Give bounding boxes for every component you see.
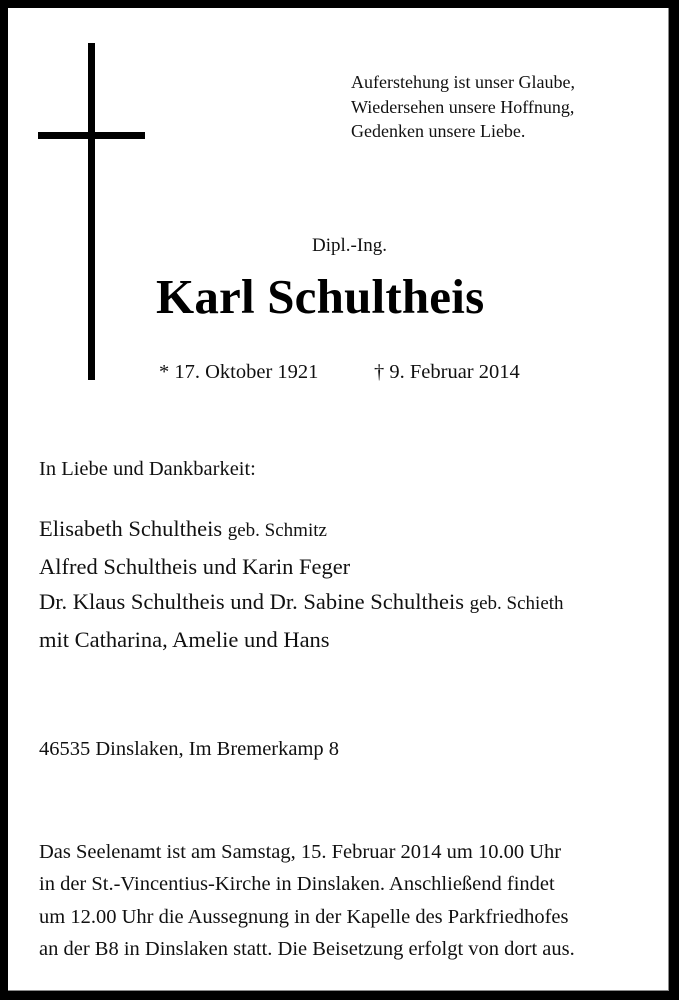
deceased-name: Karl Schultheis [156, 269, 485, 324]
academic-title: Dipl.-Ing. [312, 235, 387, 256]
obituary-notice [8, 8, 669, 991]
mourner-name: Alfred Schultheis und Karin Feger [39, 553, 351, 579]
death-date: † 9. Februar 2014 [374, 361, 520, 383]
service-line: um 12.00 Uhr die Aussegnung in der Kapelle des Parkfriedhofes [39, 905, 569, 928]
mourners-heading: In Liebe und Dankbarkeit: [39, 458, 256, 480]
mourner-line [39, 511, 564, 549]
mourner-line [39, 622, 564, 658]
service-line: Das Seelenamt ist am Samstag, 15. Februar 2014 um 10.00 Uhr [39, 841, 562, 863]
mourner-line [39, 549, 564, 585]
family-address: 46535 Dinslaken, Im Bremerkamp 8 [39, 738, 340, 760]
mourner-name: Elisabeth Schultheis [39, 516, 223, 541]
maiden-name: geb. Schieth [469, 593, 564, 614]
epigraph-line: Auferstehung ist unser Glaube, [351, 72, 575, 92]
cross-horizontal-bar [38, 132, 145, 139]
epigraph-line: Wiedersehen unsere Hoffnung, [351, 96, 575, 117]
maiden-name: geb. Schmitz [227, 520, 327, 541]
service-line: in der St.-Vincentius-Kirche in Dinslaken. Anschließend findet [39, 873, 555, 896]
birth-date: * 17. Oktober 1921 [159, 361, 319, 383]
funeral-service-info [39, 836, 575, 965]
mourner-line [39, 584, 564, 622]
mourners-list [39, 511, 564, 657]
service-line: an der B8 in Dinslaken statt. Die Beisetzung erfolgt von dort aus. [39, 937, 575, 960]
epigraph [351, 70, 575, 144]
cross-vertical-bar [88, 43, 95, 380]
epigraph-line: Gedenken unsere Liebe. [351, 121, 526, 141]
mourner-name: mit Catharina, Amelie und Hans [39, 626, 330, 652]
mourner-name: Dr. Klaus Schultheis und Dr. Sabine Schultheis [39, 589, 464, 614]
